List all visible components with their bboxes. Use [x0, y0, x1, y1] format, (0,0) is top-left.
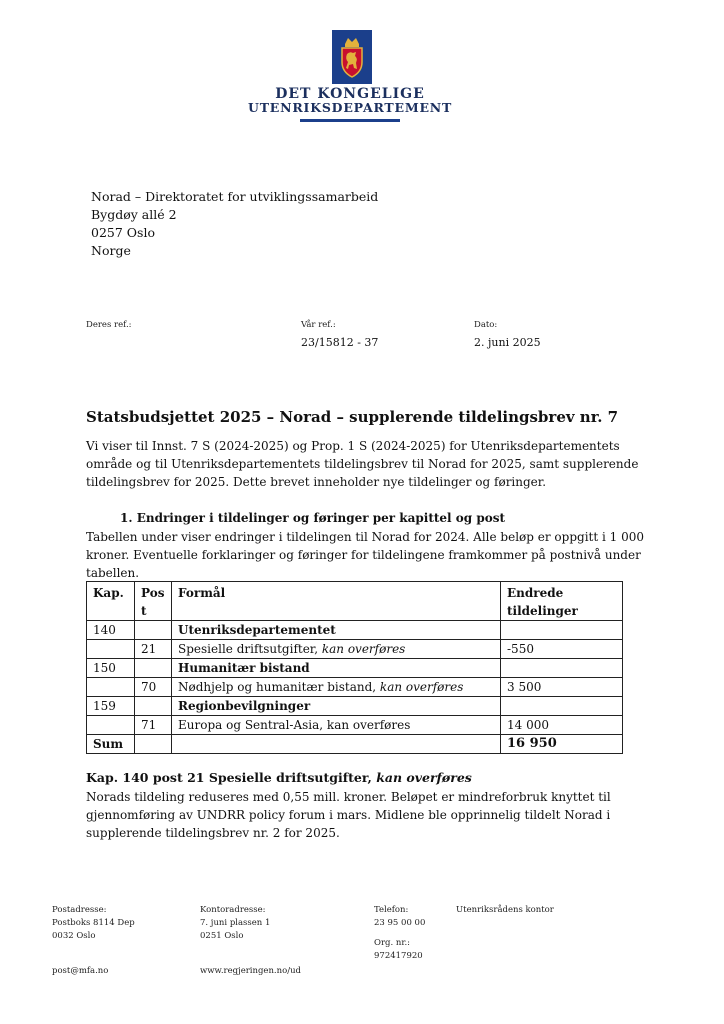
kap-heading: Kap. 140 post 21 Spesielle driftsutgifter, kan overføres: [86, 770, 472, 785]
cell-formal: Europa og Sentral-Asia, kan overføres: [172, 716, 501, 735]
logo-text-line2: UTENRIKSDEPARTEMENT: [248, 100, 453, 115]
table-row: [87, 640, 623, 659]
section-number: 1.: [120, 511, 133, 525]
recipient-street: Bygdøy allé 2: [91, 207, 177, 222]
cell-post: 71: [135, 716, 172, 735]
letter-title: Statsbudsjettet 2025 – Norad – supplerende tildelingsbrev nr. 7: [86, 408, 619, 426]
section-paragraph: Tabellen under viser endringer i tildelingen til Norad for 2024. Alle beløp er oppgitt i 1 000 kroner. Eventuelle forklaringer og føringer for tildelingene framkommer på postnivå under tabellen.: [86, 530, 644, 580]
footer-unit: Utenriksrådens kontor: [456, 905, 554, 915]
table-row: [87, 621, 623, 640]
logo-text-line1: DET KONGELIGE: [275, 86, 425, 102]
recipient-name: Norad – Direktoratet for utviklingssamarbeid: [91, 189, 379, 204]
section-title: Endringer i tildelinger og føringer per kapittel og post: [136, 511, 506, 525]
header-endrede: Endrede tildelinger: [501, 582, 623, 621]
table-header-row: [87, 582, 623, 621]
recipient-country: Norge: [91, 243, 131, 258]
recipient-address: [91, 188, 378, 260]
recipient-postcode: 0257 Oslo: [91, 225, 155, 240]
sum-value: 16 950: [501, 735, 623, 754]
cell-formal: Nødhjelp og humanitær bistand, kan overføres: [172, 678, 501, 697]
cell-formal: Spesielle driftsutgifter, kan overføres: [172, 640, 501, 659]
allocation-table: [86, 581, 623, 754]
footer-website[interactable]: www.regjeringen.no/ud: [200, 966, 301, 976]
cell-post: [135, 621, 172, 640]
cell-kap: [87, 716, 135, 735]
header-post: Pos t: [135, 582, 172, 621]
coat-of-arms-logo: [332, 30, 372, 84]
table-sum-row: [87, 735, 623, 754]
cell-amount: [501, 659, 623, 678]
footer-email[interactable]: post@mfa.no: [52, 966, 109, 976]
var-ref-value: 23/15812 - 37: [301, 336, 379, 349]
lion-crest-icon: [332, 30, 372, 84]
table-row: [87, 716, 623, 735]
cell-kap: 150: [87, 659, 135, 678]
cell-post: [135, 697, 172, 716]
table-row: [87, 678, 623, 697]
cell-kap: [87, 678, 135, 697]
logo-underline: [300, 119, 400, 122]
cell-post: [135, 659, 172, 678]
cell-formal: Regionbevilgninger: [172, 697, 501, 716]
cell-kap: 159: [87, 697, 135, 716]
cell-amount: [501, 621, 623, 640]
date-label: Dato:: [474, 320, 498, 330]
cell-amount: 14 000: [501, 716, 623, 735]
cell-amount: [501, 697, 623, 716]
section-heading: [120, 511, 505, 525]
table-row: [87, 659, 623, 678]
footer-kontoradresse: Kontoradresse: 7. juni plassen 1 0251 Oslo: [200, 905, 271, 941]
cell-formal: [172, 735, 501, 754]
intro-paragraph: Vi viser til Innst. 7 S (2024-2025) og Prop. 1 S (2024-2025) for Utenriksdepartementets område og til Utenriksdepartementets tildelingsbrev til Norad for 2025, samt supplerende tildelingsbrev for 2025. Dette brevet inneholder nye tildelinger og føringer.: [86, 439, 639, 489]
cell-formal: Humanitær bistand: [172, 659, 501, 678]
cell-kap: 140: [87, 621, 135, 640]
footer-postadresse: Postadresse: Postboks 8114 Dep 0032 Oslo: [52, 905, 135, 941]
cell-formal: Utenriksdepartementet: [172, 621, 501, 640]
table-row: [87, 697, 623, 716]
var-ref-label: Vår ref.:: [301, 320, 336, 330]
cell-post: 21: [135, 640, 172, 659]
header-formal: Formål: [172, 582, 501, 621]
footer-telefon: Telefon: 23 95 00 00 Org. nr.: 972417920: [374, 905, 426, 961]
cell-post: [135, 735, 172, 754]
kap-paragraph: Norads tildeling reduseres med 0,55 mill. kroner. Beløpet er mindreforbruk knyttet til gjennomføring av UNDRR policy forum i mars. Midlene ble opprinnelig tildelt Norad i supplerende tildelingsbrev nr. 2 for 2025.: [86, 790, 611, 840]
cell-amount: -550: [501, 640, 623, 659]
cell-post: 70: [135, 678, 172, 697]
date-value: 2. juni 2025: [474, 336, 541, 349]
cell-kap: [87, 640, 135, 659]
sum-label: Sum: [87, 735, 135, 754]
header-kap: Kap.: [87, 582, 135, 621]
deres-ref-label: Deres ref.:: [86, 320, 132, 330]
cell-amount: 3 500: [501, 678, 623, 697]
